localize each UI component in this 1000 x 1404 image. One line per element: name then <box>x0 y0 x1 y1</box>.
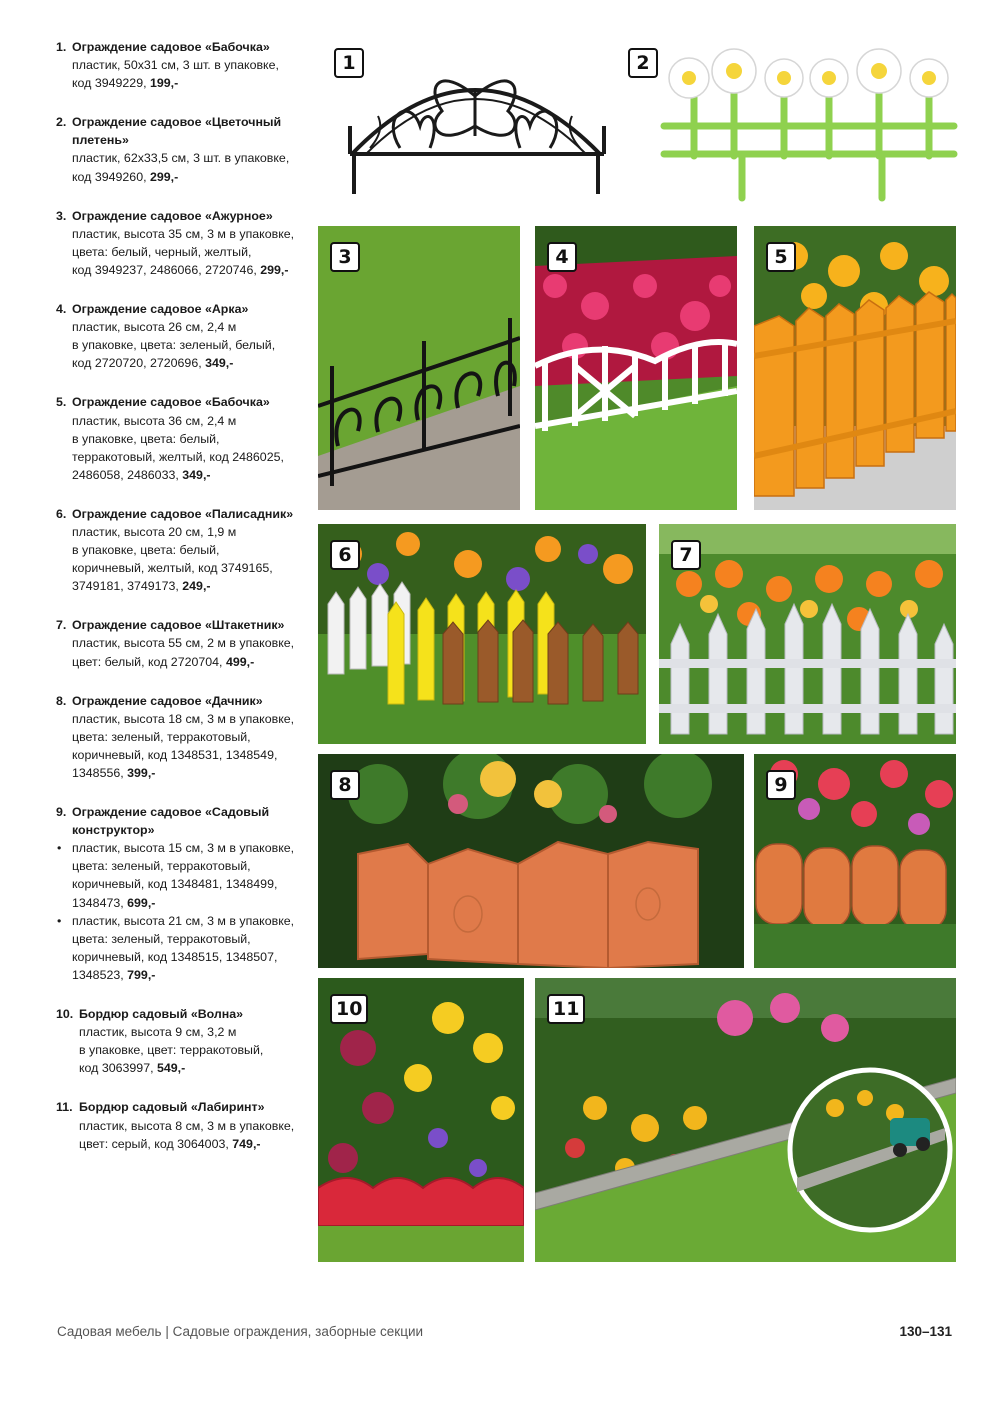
product-number: 11. <box>56 1100 73 1115</box>
product-price: 299,- <box>260 262 289 277</box>
product-spec: пластик, высота 21 см, 3 м в упаковке, <box>72 913 295 928</box>
product-title: Ограждение садовое «Ажурное» <box>72 208 273 223</box>
product-spec: цвета: зеленый, терракотовый, <box>72 931 251 946</box>
product-title: Ограждение садовое «Штакетник» <box>72 618 285 633</box>
photo-8-dachnik-fence <box>318 754 744 968</box>
page-number: 130–131 <box>899 1324 952 1339</box>
photo-number-badge: 7 <box>671 540 701 570</box>
product-spec: коричневый, код 1348481, 1348499, <box>72 877 278 892</box>
product-spec: пластик, высота 55 см, 2 м в упаковке, <box>72 636 295 651</box>
dachnik-fence-photo <box>318 754 744 968</box>
product-spec: коричневый, код 1348531, 1348549, <box>72 747 278 762</box>
photo-2-daisy-fence <box>624 36 960 206</box>
product-price: 399,- <box>127 766 156 780</box>
product-number: 3. <box>56 208 67 223</box>
product-price: 699,- <box>127 895 156 910</box>
product-spec: пластик, высота 35 см, 3 м в упаковке, <box>72 226 295 241</box>
product-title: Ограждение садовое «Палисадник» <box>72 506 294 521</box>
product-3 <box>56 207 312 279</box>
photo-number-badge: 10 <box>330 994 368 1024</box>
footer-section: Садовая мебель | Садовые ограждения, заборные секции <box>57 1324 424 1339</box>
photo-number-badge: 8 <box>330 770 360 800</box>
product-code: цвет: серый, код 3064003, <box>79 1136 229 1151</box>
product-number: 2. <box>56 115 67 130</box>
product-2 <box>56 113 312 185</box>
photo-number-badge: 11 <box>547 994 585 1024</box>
product-code: 1348473, <box>72 895 124 910</box>
product-11 <box>56 1098 312 1152</box>
product-spec: пластик, высота 36 см, 2,4 м <box>72 413 237 428</box>
product-code: цвет: белый, код 2720704, <box>72 654 223 669</box>
photo-number-badge: 2 <box>628 48 658 78</box>
product-spec: пластик, высота 15 см, 3 м в упаковке, <box>72 841 295 856</box>
product-spec: в упаковке, цвета: белый, <box>72 543 220 558</box>
photo-6-palisade-fence <box>318 524 646 744</box>
product-spec: цвета: зеленый, терракотовый, <box>72 859 251 874</box>
product-variant <box>57 839 312 911</box>
product-price: 299,- <box>150 169 179 184</box>
product-spec: в упаковке, цвет: терракотовый, <box>79 1043 264 1058</box>
picket-fence-photo <box>659 524 956 744</box>
photo-9-constructor-fence <box>754 754 956 968</box>
product-spec: пластик, высота 26 см, 2,4 м <box>72 320 237 335</box>
product-spec: пластик, высота 18 см, 3 м в упаковке, <box>72 711 295 726</box>
product-spec: цвета: зеленый, терракотовый, <box>72 729 251 744</box>
product-spec: в упаковке, цвета: зеленый, белый, <box>72 338 276 353</box>
product-8 <box>56 692 312 782</box>
product-price: 349,- <box>182 467 211 482</box>
product-title: Ограждение садовое «Арка» <box>72 302 249 317</box>
product-spec: пластик, 50x31 см, 3 шт. в упаковке, <box>72 58 279 73</box>
product-number: 5. <box>56 395 67 410</box>
photo-3-openwork-fence <box>318 226 520 510</box>
product-spec: пластик, высота 8 см, 3 м в упаковке, <box>79 1118 295 1133</box>
daisy-fence-illustration <box>624 36 960 206</box>
product-5 <box>56 393 312 483</box>
product-price: 199,- <box>150 76 179 91</box>
product-price: 799,- <box>127 967 156 982</box>
palisade-fence-photo <box>318 524 646 744</box>
product-spec: в упаковке, цвета: белый, <box>72 431 220 446</box>
product-price: 349,- <box>205 356 234 371</box>
product-6 <box>56 505 312 595</box>
product-spec: коричневый, код 1348515, 1348507, <box>72 949 278 964</box>
product-code: 3749181, 3749173, <box>72 579 179 594</box>
product-title: Ограждение садовое «Дачник» <box>72 693 263 708</box>
product-spec: коричневый, желтый, код 3749165, <box>72 561 273 576</box>
product-spec: цвета: белый, черный, желтый, <box>72 244 252 259</box>
product-10 <box>56 1005 312 1077</box>
product-title: Ограждение садовое «Бабочка» <box>72 40 270 54</box>
product-number: 8. <box>56 693 67 708</box>
product-title: Бордюр садовый «Волна» <box>79 1007 244 1022</box>
photo-1-butterfly-fence <box>330 36 620 206</box>
photo-number-badge: 9 <box>766 770 796 800</box>
product-title: Ограждение садовое «Садовый конструктор» <box>72 805 270 838</box>
product-price: 249,- <box>182 579 211 594</box>
product-code: код 3949260, <box>72 169 147 184</box>
product-code: 1348523, <box>72 967 124 982</box>
product-code: код 2720720, 2720696, <box>72 356 202 371</box>
product-code: 2486058, 2486033, <box>72 467 179 482</box>
product-number: 1. <box>56 40 67 54</box>
product-title: Ограждение садовое «Цветочный плетень» <box>72 115 282 148</box>
product-list <box>56 38 312 1174</box>
photo-number-badge: 6 <box>330 540 360 570</box>
photo-5-butterfly-picket-fence <box>754 226 956 510</box>
product-spec: пластик, 62x33,5 см, 3 шт. в упаковке, <box>72 151 290 166</box>
product-number: 4. <box>56 302 67 317</box>
product-4 <box>56 300 312 372</box>
photo-number-badge: 5 <box>766 242 796 272</box>
product-title: Бордюр садовый «Лабиринт» <box>79 1100 265 1115</box>
product-variant <box>57 912 312 984</box>
product-code: код 3949229, <box>72 76 147 91</box>
product-number: 7. <box>56 618 67 633</box>
product-price: 749,- <box>232 1136 261 1151</box>
photo-4-arch-fence <box>535 226 737 510</box>
product-code: код 3063997, <box>79 1061 154 1076</box>
bullet: • <box>57 913 62 928</box>
product-1 <box>56 38 312 92</box>
product-spec: терракотовый, желтый, код 2486025, <box>72 449 284 464</box>
photo-number-badge: 4 <box>547 242 577 272</box>
product-number: 6. <box>56 506 67 521</box>
product-spec: пластик, высота 20 см, 1,9 м <box>72 524 237 539</box>
photo-11-labyrinth-border <box>535 978 956 1262</box>
photo-number-badge: 3 <box>330 242 360 272</box>
product-number: 10. <box>56 1007 74 1022</box>
product-9 <box>56 803 312 984</box>
labyrinth-border-photo <box>535 978 956 1262</box>
product-title: Ограждение садовое «Бабочка» <box>72 395 270 410</box>
product-price: 549,- <box>157 1061 186 1076</box>
butterfly-fence-illustration <box>330 36 620 206</box>
product-7 <box>56 616 312 670</box>
product-code: 1348556, <box>72 766 124 780</box>
product-code: код 3949237, 2486066, 2720746, <box>72 262 257 277</box>
product-spec: пластик, высота 9 см, 3,2 м <box>79 1025 237 1040</box>
bullet: • <box>57 841 62 856</box>
photo-10-wave-border <box>318 978 524 1262</box>
photo-number-badge: 1 <box>334 48 364 78</box>
photo-7-picket-fence <box>659 524 956 744</box>
product-number: 9. <box>56 805 67 820</box>
product-price: 499,- <box>225 654 255 669</box>
